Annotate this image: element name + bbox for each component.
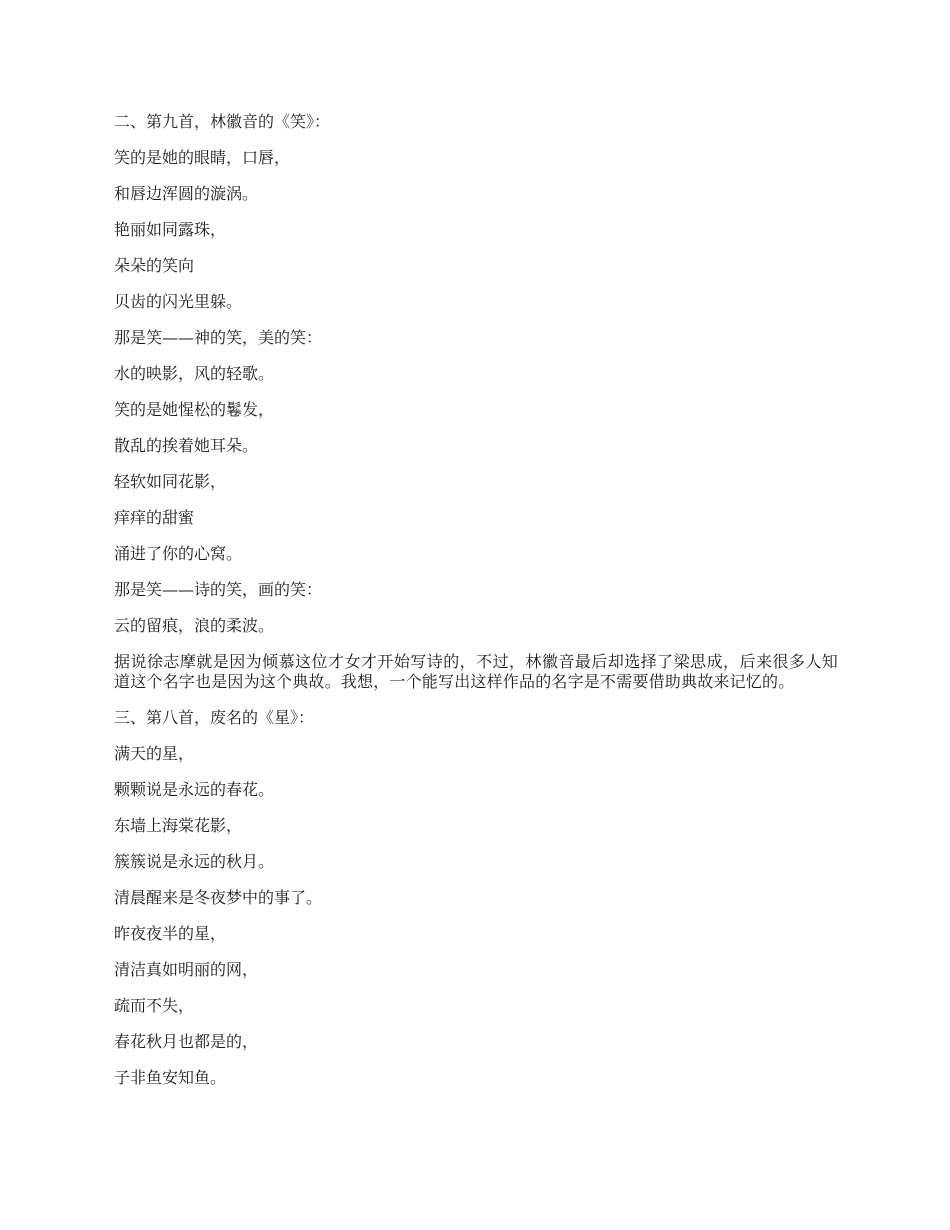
poem-line: 笑的是她惺松的鬈发， <box>114 400 275 419</box>
section-heading: 三、第八首，废名的《星》： <box>114 708 315 727</box>
poem-line: 贝齿的闪光里躲。 <box>114 292 243 311</box>
poem-line: 颗颗说是永远的春花。 <box>114 780 275 799</box>
poem-line: 那是笑——诗的笑，画的笑： <box>114 580 323 599</box>
poem-line: 东墙上海棠花影， <box>114 816 243 835</box>
poem-line: 那是笑——神的笑，美的笑： <box>114 328 323 347</box>
poem-line: 清晨醒来是冬夜梦中的事了。 <box>114 888 323 907</box>
poem-line: 散乱的挨着她耳朵。 <box>114 436 259 455</box>
poem-line: 簇簇说是永远的秋月。 <box>114 852 275 871</box>
poem-line: 朵朵的笑向 <box>114 256 195 275</box>
poem-line: 笑的是她的眼睛，口唇， <box>114 148 291 167</box>
poem-line: 疏而不失， <box>114 996 195 1015</box>
poem-line: 和唇边浑圆的漩涡。 <box>114 184 259 203</box>
poem-line: 云的留痕，浪的柔波。 <box>114 616 275 635</box>
poem-line: 痒痒的甜蜜 <box>114 508 195 527</box>
poem-line: 昨夜夜半的星， <box>114 924 227 943</box>
commentary-paragraph: 据说徐志摩就是因为倾慕这位才女才开始写诗的，不过，林徽音最后却选择了梁思成，后来很多人知道这个名字也是因为这个典故。我想，一个能写出这样作品的名字是不需要借助典故来记忆的。 <box>114 652 838 691</box>
poem-line: 艳丽如同露珠， <box>114 220 227 239</box>
document-body <box>114 112 838 1104</box>
poem-line: 水的映影，风的轻歌。 <box>114 364 275 383</box>
poem-line: 春花秋月也都是的， <box>114 1032 259 1051</box>
poem-line: 满天的星， <box>114 744 195 763</box>
poem-line: 轻软如同花影， <box>114 472 227 491</box>
section-heading: 二、第九首，林徽音的《笑》： <box>114 112 331 131</box>
poem-line: 子非鱼安知鱼。 <box>114 1068 227 1087</box>
poem-line: 清洁真如明丽的网， <box>114 960 259 979</box>
poem-line: 涌进了你的心窝。 <box>114 544 243 563</box>
